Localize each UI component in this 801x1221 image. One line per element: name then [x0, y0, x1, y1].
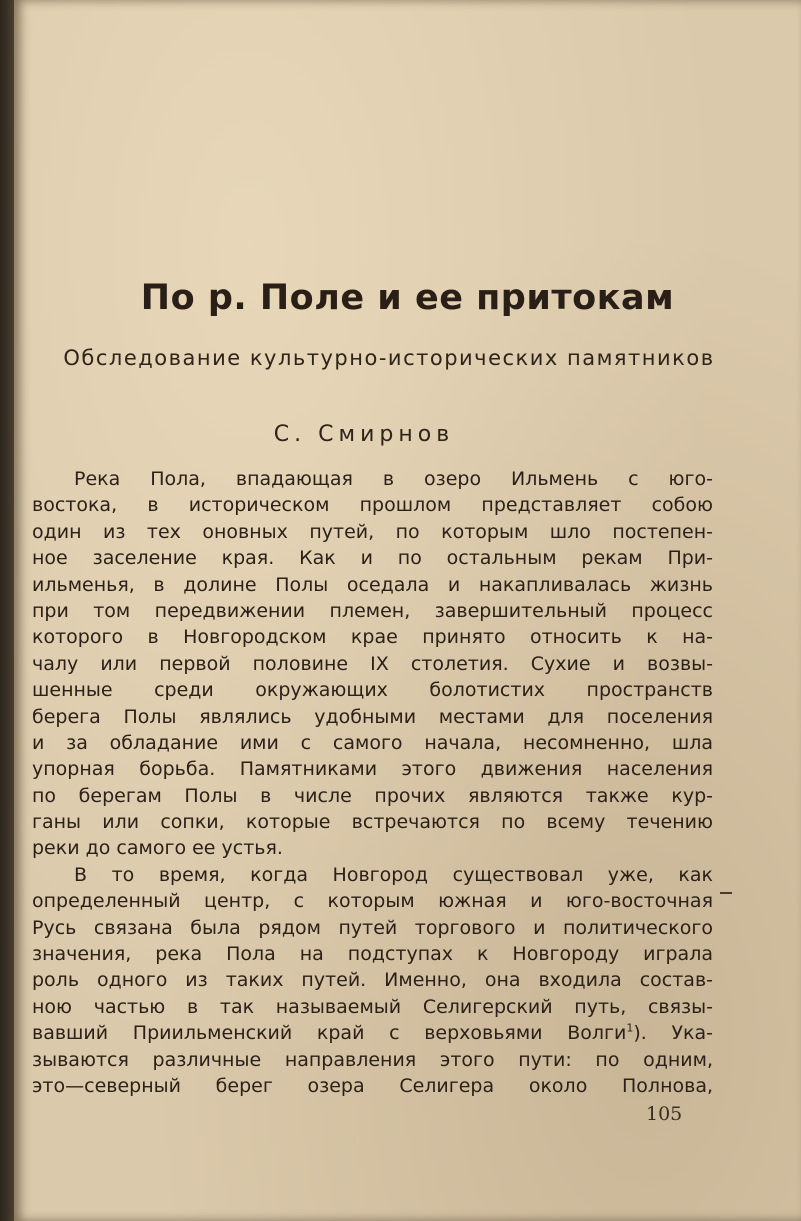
text-line: упорная борьба. Памятниками этого движения населения — [32, 758, 713, 781]
text-line-with-footnote — [32, 1020, 713, 1046]
text-line: шенные среди окружающих болотистих пространств — [32, 679, 713, 702]
text-line: роль одного из таких путей. Именно, она входила состав- — [32, 969, 713, 992]
text-line: при том передвижении племен, завершительный процесс — [32, 599, 713, 622]
text-line: востока, в историческом прошлом представляет собою — [32, 494, 713, 517]
text-line-start: вавший Приильменский край с верховьями Волги — [32, 1022, 627, 1045]
text-line: берега Полы являлись удобными местами для поселения — [32, 705, 713, 728]
text-line: реки до самого ее устья. — [32, 837, 283, 860]
text-line: зываются различные направления этого пути: по одним, — [32, 1048, 713, 1071]
text-line-end: ). Ука- — [633, 1022, 713, 1045]
margin-dash-mark — [720, 892, 732, 894]
page-number: 105 — [646, 1103, 683, 1125]
article-body — [32, 466, 713, 1099]
text-line: которого в Новгородском крае принято относить к на- — [32, 626, 713, 649]
text-line: Река Пола, впадающая в озеро Ильмень с юго- — [74, 468, 713, 490]
text-line: значения, река Пола на подступах к Новгороду играла — [32, 943, 713, 966]
text-line: и за обладание ими с самого начала, несомненно, шла — [32, 731, 713, 754]
article-subtitle: Обследование культурно-исторических памятников — [63, 346, 715, 370]
text-line: ганы или сопки, которые встречаются по всему течению — [32, 811, 713, 834]
text-line: определенный центр, с которым южная и юго-восточная — [32, 890, 713, 913]
footnote-marker: 1 — [626, 1021, 634, 1035]
text-line: один из тех оновных путей, по которым шло постепен- — [32, 520, 713, 543]
text-line: ильменья, в долине Полы оседала и накапливалась жизнь — [32, 573, 713, 596]
text-line: это—северный берег озера Селигера около Полнова, — [32, 1074, 713, 1097]
text-line: В то время, когда Новгород существовал уже, как — [74, 863, 713, 886]
text-line: по берегам Полы в числе прочих являются также кур- — [32, 784, 713, 807]
text-line: ное заселение края. Как и по остальным рекам При- — [32, 547, 713, 570]
text-line: ною частью в так называемый Селигерский путь, связы- — [32, 995, 713, 1018]
text-line: чалу или первой половине IX столетия. Сухие и возвы- — [32, 652, 713, 675]
author-name: С. Смирнов — [273, 422, 455, 447]
book-page — [14, 0, 801, 1221]
article-title: По р. Поле и ее притокам — [140, 278, 675, 318]
text-line: Русь связана была рядом путей торгового и политического — [32, 916, 713, 939]
book-spine-edge — [0, 0, 14, 1221]
